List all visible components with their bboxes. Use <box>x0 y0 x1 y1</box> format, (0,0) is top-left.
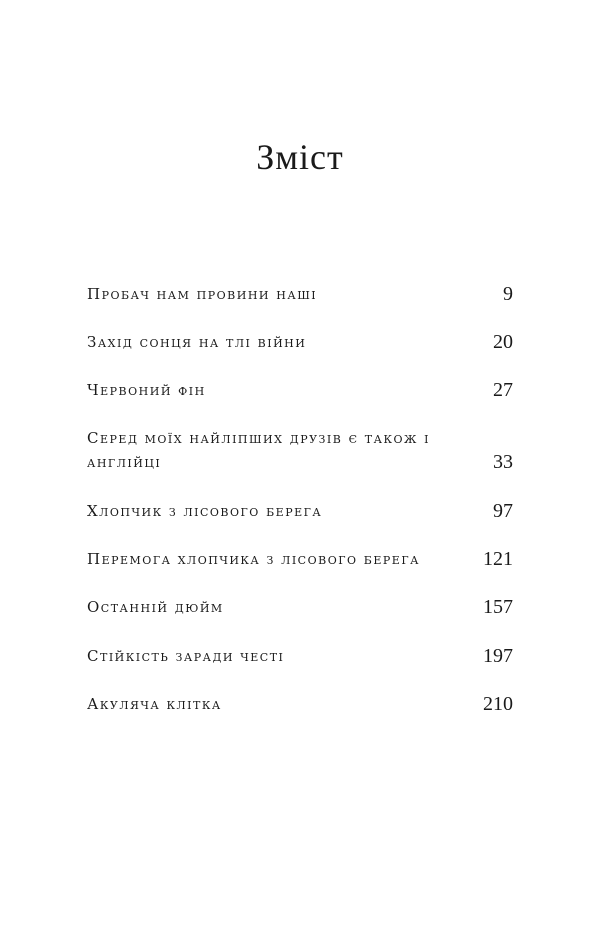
toc-entry[interactable] <box>87 282 513 306</box>
entry-title: Стійкість заради честі <box>87 647 285 665</box>
toc-entry[interactable] <box>87 426 513 474</box>
entry-page: 20 <box>493 331 513 353</box>
toc-entry[interactable] <box>87 644 513 668</box>
toc-entry[interactable] <box>87 692 513 716</box>
toc-entry[interactable] <box>87 595 513 619</box>
entry-title: Останній дюйм <box>87 598 224 616</box>
entry-title: Акуляча клітка <box>87 695 222 713</box>
toc-entry[interactable] <box>87 330 513 354</box>
entry-title: Хлопчик з лісового берега <box>87 502 323 520</box>
toc-entry[interactable] <box>87 499 513 523</box>
entry-page: 27 <box>493 379 513 401</box>
entry-page: 33 <box>493 451 513 473</box>
entry-page: 121 <box>483 548 513 570</box>
entry-page: 9 <box>503 283 513 305</box>
entry-title: Серед моїх найліпших друзів є також і англійці <box>87 429 430 471</box>
entry-page: 197 <box>483 645 513 667</box>
entry-title: Захід сонця на тлі війни <box>87 333 307 351</box>
entry-page: 97 <box>493 500 513 522</box>
entry-page: 157 <box>483 596 513 618</box>
toc-entry[interactable] <box>87 547 513 571</box>
entry-title: Пробач нам провини наші <box>87 285 318 303</box>
page-title: Зміст <box>256 137 344 177</box>
entry-page: 210 <box>483 693 513 715</box>
entry-title: Перемога хлопчика з лісового берега <box>87 550 420 568</box>
entry-title: Червоний фін <box>87 381 206 399</box>
toc-entry[interactable] <box>87 378 513 402</box>
